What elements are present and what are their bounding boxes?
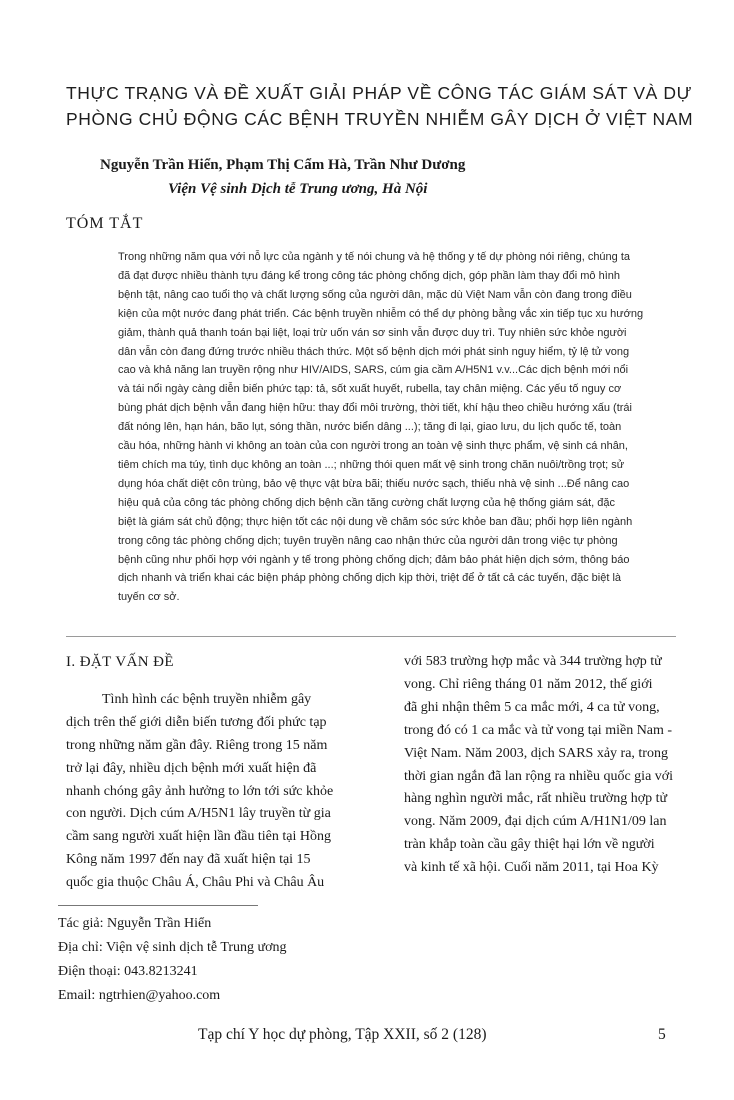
body-line: vong. Chỉ riêng tháng 01 năm 2012, thế giới <box>404 676 653 692</box>
column-left <box>66 651 338 895</box>
body-line: thời gian ngắn đã lan rộng ra nhiều quốc gia với <box>404 768 674 784</box>
abstract-line: hiệu quả của công tác phòng chống dịch bệnh cần tăng cường chất lượng của hệ thống giám sát, đặc <box>118 496 615 509</box>
body-line: trong những năm gần đây. Riêng trong 15 năm <box>66 737 328 753</box>
footnote <box>58 912 287 1008</box>
affiliation: Viện Vệ sinh Dịch tễ Trung ương, Hà Nội <box>168 181 428 197</box>
body-line: và kinh tế xã hội. Cuối năm 2011, tại Hoa Kỳ <box>404 860 659 876</box>
abstract-body <box>118 248 674 607</box>
abstract-line: cao và khả năng lan truyền rộng như HIV/AIDS, SARS, cúm gia cầm A/H5N1 v.v...Các dịch bệnh mới nổi <box>118 364 629 377</box>
body-line: hàng nghìn người mắc, rất nhiều trường hợp tử <box>404 791 668 807</box>
body-line: với 583 trường hợp mắc và 344 trường hợp tử <box>404 654 662 669</box>
abstract-line: bệnh tật, nâng cao tuổi thọ và chất lượng sống của người dân, mặc dù Việt Nam vẫn còn đang trong điều <box>118 288 632 301</box>
abstract-line: dụng hóa chất diệt côn trùng, bảo vệ thực vật bừa bãi; thiếu nước sạch, thiếu nhà vệ sinh ...Để nâng cao <box>118 477 630 490</box>
title-line-2: PHÒNG CHỦ ĐỘNG CÁC BỆNH TRUYỀN NHIỄM GÂY DỊCH Ở VIỆT NAM <box>66 109 694 129</box>
abstract-line: cầu hóa, những hành vi không an toàn của con người trong an toàn vệ sinh thực phẩm, vệ sinh cá nhân, <box>118 440 628 453</box>
abstract-line: bùng phát dịch bệnh vẫn đang hiện hữu: thay đổi môi trường, thời tiết, khí hậu theo chiều hướng xấu (trái <box>118 402 632 415</box>
footnote-author: Tác giả: Nguyễn Trần Hiển <box>58 916 212 931</box>
body-line: tràn khắp toàn cầu gây thiệt hại lớn về người <box>404 837 655 853</box>
column-right <box>404 651 676 880</box>
body-line: đã ghi nhận thêm 5 ca mắc mới, 4 ca tử vong, <box>404 699 660 715</box>
footnote-phone: Điện thoại: 043.8213241 <box>58 964 198 979</box>
abstract-line: tuyến cơ sở. <box>118 591 180 604</box>
abstract-line: bệnh cũng như phối hợp với ngành y tế trong phòng chống dịch; đảm bảo phát hiện dịch sớm, thông báo <box>118 553 630 566</box>
body-line: con người. Dịch cúm A/H5N1 lây truyền từ gia <box>66 806 331 822</box>
abstract-heading: TÓM TẮT <box>66 215 144 232</box>
page-number: 5 <box>658 1026 666 1043</box>
separator-rule <box>66 636 676 637</box>
body-line: Tình hình các bệnh truyền nhiễm gây <box>102 691 312 707</box>
abstract-line: dân vẫn còn đang đứng trước nhiều thách thức. Một số bệnh dịch mới phát sinh nguy hiểm, tỷ lệ tử vong <box>118 345 630 358</box>
abstract-line: trong công tác phòng chống dịch; tuyên truyền nâng cao nhận thức của người dân trong việc tự phòng <box>118 534 618 547</box>
body-line: vong. Năm 2009, đại dịch cúm A/H1N1/09 lan <box>404 814 667 830</box>
body-line: quốc gia thuộc Châu Á, Châu Phi và Châu Âu <box>66 875 325 891</box>
article-title <box>66 80 694 132</box>
footnote-rule <box>58 905 258 906</box>
title-line-1: THỰC TRẠNG VÀ ĐỀ XUẤT GIẢI PHÁP VỀ CÔNG TÁC GIÁM SÁT VÀ DỰ <box>66 83 693 103</box>
body-line: Kông năm 1997 đến nay đã xuất hiện tại 15 <box>66 852 311 868</box>
abstract-line: đất nóng lên, hạn hán, bão lụt, sóng thần, nước biển dâng ...); tăng đi lại, giao lưu, du lịch quốc tế, toàn <box>118 421 622 434</box>
abstract-line: và tái nổi ngày càng diễn biến phức tạp: tả, sốt xuất huyết, rubella, tay chân miệng. Các yếu tố nguy cơ <box>118 383 622 396</box>
body-line: trở lại đây, nhiều dịch bệnh mới xuất hiện đã <box>66 760 317 776</box>
body-line: dịch trên thế giới diễn biến tương đối phức tạp <box>66 714 327 730</box>
abstract-line: giảm, thành quả thanh toán bại liệt, loại trừ uốn ván sơ sinh vẫn được duy trì. Tuy nhiên sức khỏe người <box>118 326 627 339</box>
authors: Nguyễn Trần Hiển, Phạm Thị Cẩm Hà, Trần Như Dương <box>100 157 466 173</box>
body-line: trong đó có 1 ca mắc và tử vong tại miền Nam - <box>404 722 673 738</box>
abstract-line: Trong những năm qua với nỗ lực của ngành y tế nói chung và hệ thống y tế dự phòng nói riêng, chúng ta <box>118 251 631 263</box>
abstract-line: dịch nhanh và triển khai các biện pháp phòng chống dịch kịp thời, triệt để ở tất cả các tuyến, đặc biệt là <box>118 572 622 585</box>
footnote-email: Email: ngtrhien@yahoo.com <box>58 988 221 1003</box>
body-line: cầm sang người xuất hiện lần đầu tiên tại Hồng <box>66 829 331 845</box>
abstract-line: biệt là giám sát chủ động; thực hiện tốt các nội dung về chăm sóc sức khỏe ban đầu; phối hợp liên ngành <box>118 515 633 528</box>
footnote-address: Địa chỉ: Viện vệ sinh dịch tễ Trung ương <box>58 940 287 955</box>
section-heading: I. ĐẶT VẤN ĐỀ <box>66 654 174 670</box>
body-line: nhanh chóng gây ảnh hưởng to lớn tới sức khỏe <box>66 783 334 799</box>
abstract-line: kiện của một nước đang phát triển. Các bệnh truyền nhiễm có thể dự phòng bằng vắc xin tiếp tục xu hướng <box>118 307 644 320</box>
abstract-line: tiêm chích ma túy, tình dục không an toàn ...; những thói quen mất vệ sinh trong chăn nuôi/trồng trọt; sử <box>118 458 625 471</box>
body-line: Việt Nam. Năm 2003, dịch SARS xảy ra, trong <box>404 745 668 761</box>
abstract-line: đã đạt được nhiều thành tựu đáng kể trong công tác phòng chống dịch, góp phần làm thay đổi mô hình <box>118 269 621 282</box>
journal-citation: Tạp chí Y học dự phòng, Tập XXII, số 2 (128) <box>198 1026 487 1043</box>
